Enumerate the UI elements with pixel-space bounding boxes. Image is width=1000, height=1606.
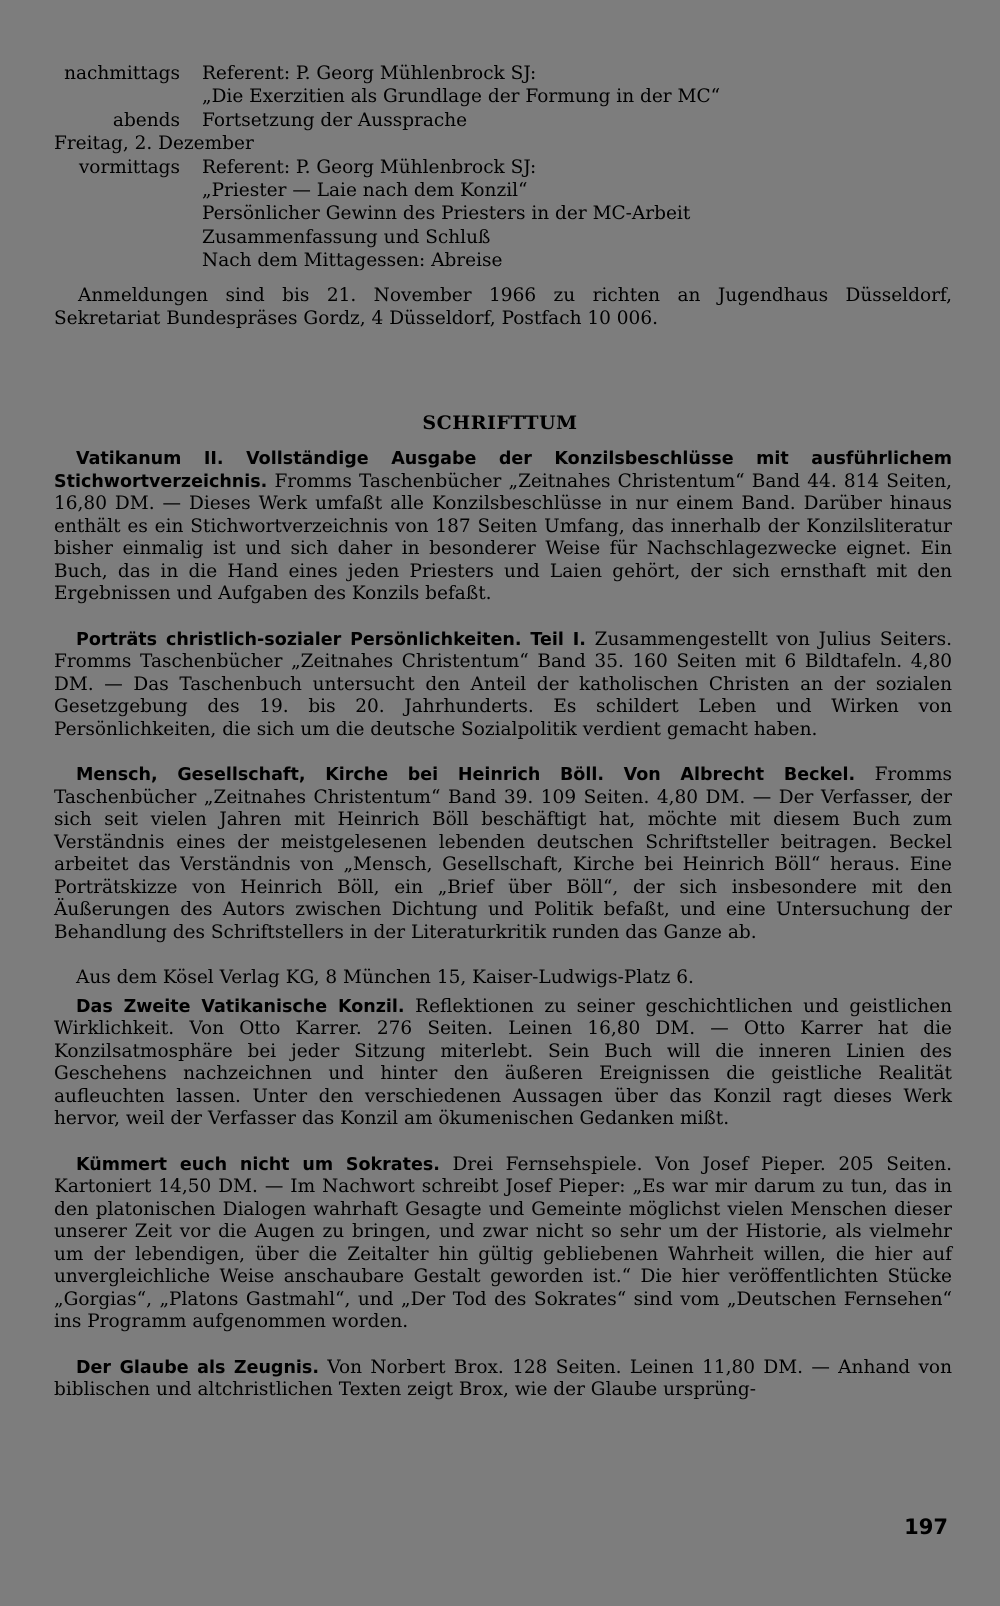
time-label: vormittags bbox=[78, 156, 180, 178]
book-review bbox=[54, 996, 952, 1131]
review-text: Fromms Taschenbücher „Zeitnahes Christentum“ Band 39. 109 Seiten. 4,80 DM. — Der Verfasser, der sich seit vielen Jahren mit Heinrich Böll beschäftigt hat, möchte mit diesem Buch zum Verständnis eines der meistgelesenen lebenden deutschen Schriftsteller beitragen. Beckel arbeitet das Verständnis von „Mensch, Gesellschaft, Kirche bei Heinrich Böll“ heraus. Eine Porträtskizze von Heinrich Böll, ein „Brief über Böll“, der sich insbesondere mit den Äußerungen des Autors zwischen Dichtung und Politik befaßt, und eine Untersuchung der Behandlung des Schriftstellers in der Literaturkritik runden das Ganze ab. bbox=[54, 764, 952, 943]
program-schedule bbox=[52, 62, 952, 273]
book-title: Das Zweite Vatikanische Konzil. bbox=[76, 996, 405, 1017]
review-text: Fromms Taschenbücher „Zeitnahes Christentum“ Band 44. 814 Seiten, 16,80 DM. — Dieses Werk umfaßt alle Konzilsbeschlüsse in nur einem Band. Darüber hinaus enthält es ein Stichwortverzeichnis von 187 Seiten Umfang, das innerhalb der Konzilsliteratur bisher einmalig ist und sich daher in besonderer Weise für Nachschlagezwecke eignet. Ein Buch, das in die Hand eines jeden Priesters und Laien gehört, der sich ernsthaft mit den Ergebnissen und Aufgaben des Konzils befaßt. bbox=[54, 470, 952, 604]
review-text: Zusammengestellt von Julius Seiters. Fromms Taschenbücher „Zeitnahes Christentum“ Band 35. 160 Seiten mit 6 Bildtafeln. 4,80 DM. — Das Taschenbuch untersucht den Anteil der katholischen Christen an der sozialen Gesetzgebung des 19. bis 20. Jahrhunderts. Es schildert Leben und Wirken von Persönlichkeiten, die sich um die deutsche Sozialpolitik verdient gemacht haben. bbox=[54, 628, 952, 740]
schedule-text: Referent: P. Georg Mühlenbrock SJ: bbox=[202, 63, 537, 84]
schedule-text: Zusammenfassung und Schluß bbox=[202, 226, 491, 248]
book-title: Vatikanum II. Vollständige Ausgabe der Konzilsbeschlüsse mit ausführlichem Stichwortverzeichnis. bbox=[54, 449, 952, 492]
schedule-text: Nach dem Mittagessen: Abreise bbox=[202, 250, 503, 272]
schedule-text: „Die Exerzitien als Grundlage der Formung in der MC“ bbox=[202, 86, 721, 108]
book-title: Der Glaube als Zeugnis. bbox=[76, 1357, 319, 1378]
book-reviews bbox=[54, 448, 952, 1425]
registration-note bbox=[54, 284, 952, 330]
time-label: abends bbox=[112, 109, 180, 131]
schedule-row bbox=[52, 156, 952, 179]
schedule-text: Persönlicher Gewinn des Priesters in der MC-Arbeit bbox=[202, 203, 691, 225]
registration-line: Sekretariat Bundespräses Gordz, 4 Düsseldorf, Postfach 10 006. bbox=[54, 308, 658, 329]
review-text: Drei Fernsehspiele. Von Josef Pieper. 205 Seiten. Kartoniert 14,50 DM. — Im Nachwort schreibt Josef Pieper: „Es war mir darum zu tun, das in den platonischen Dialogen wahrhaft Gesagte und Gemeinte möglichst vielen Menschen dieser unserer Zeit vor die Augen zu bringen, und zwar nicht so sehr um der Historie, als vielmehr um der lebendigen, über die Zeitalter hin gültig gebliebenen Wahrheit willen, die hier auf unvergleichliche Weise anschaubare Gestalt geworden ist.“ Die hier veröffentlichten Stücke „Gorgias“, „Platons Gastmahl“, und „Der Tod des Sokrates“ sind vom „Deutschen Fernsehen“ ins Programm aufgenommen worden. bbox=[54, 1153, 952, 1332]
schedule-row bbox=[52, 62, 952, 85]
schedule-row bbox=[52, 109, 952, 132]
page-number: 197 bbox=[904, 1515, 948, 1539]
book-review bbox=[54, 1154, 952, 1334]
book-review bbox=[54, 1357, 952, 1402]
review-text: Reflektionen zu seiner geschichtlichen und geistlichen Wirklichkeit. Von Otto Karrer. 276 Seiten. Leinen 16,80 DM. — Otto Karrer hat die Konzilsatmosphäre bei jeder Sitzung miterlebt. Sein Buch will die inneren Linien des Geschehens nachzeichnen und hinter den äußeren Ereignissen die geistliche Realität aufleuchten lassen. Unter den verschiedenen Aussagen über das Konzil ragt dieses Werk hervor, weil der Verfasser das Konzil am ökumenischen Gedanken mißt. bbox=[54, 995, 952, 1129]
book-title: Mensch, Gesellschaft, Kirche bei Heinrich Böll. Von Albrecht Beckel. bbox=[76, 765, 856, 785]
book-review bbox=[54, 629, 952, 742]
book-review bbox=[54, 764, 952, 944]
review-text: Aus dem Kösel Verlag KG, 8 München 15, Kaiser-Ludwigs-Platz 6. bbox=[76, 967, 694, 988]
section-heading: SCHRIFTTUM bbox=[422, 412, 578, 434]
schedule-date: Freitag, 2. Dezember bbox=[54, 133, 254, 155]
schedule-text: Fortsetzung der Aussprache bbox=[202, 109, 468, 131]
book-title: Porträts christlich-sozialer Persönlichkeiten. Teil I. bbox=[76, 629, 586, 650]
review-text: Von Norbert Brox. 128 Seiten. Leinen 11,80 DM. — Anhand von biblischen und altchristlichen Texten zeigt Brox, wie der Glaube ursprüng- bbox=[54, 1356, 952, 1400]
book-review bbox=[54, 448, 952, 606]
schedule-text: Referent: P. Georg Mühlenbrock SJ: bbox=[202, 156, 537, 178]
book-title: Kümmert euch nicht um Sokrates. bbox=[76, 1154, 440, 1175]
schedule-text: „Priester — Laie nach dem Konzil“ bbox=[202, 180, 528, 202]
publisher-line bbox=[54, 967, 952, 990]
registration-line: Anmeldungen sind bis 21. November 1966 zu richten an Jugendhaus Düsseldorf, bbox=[78, 285, 952, 306]
time-label: nachmittags bbox=[64, 63, 180, 84]
